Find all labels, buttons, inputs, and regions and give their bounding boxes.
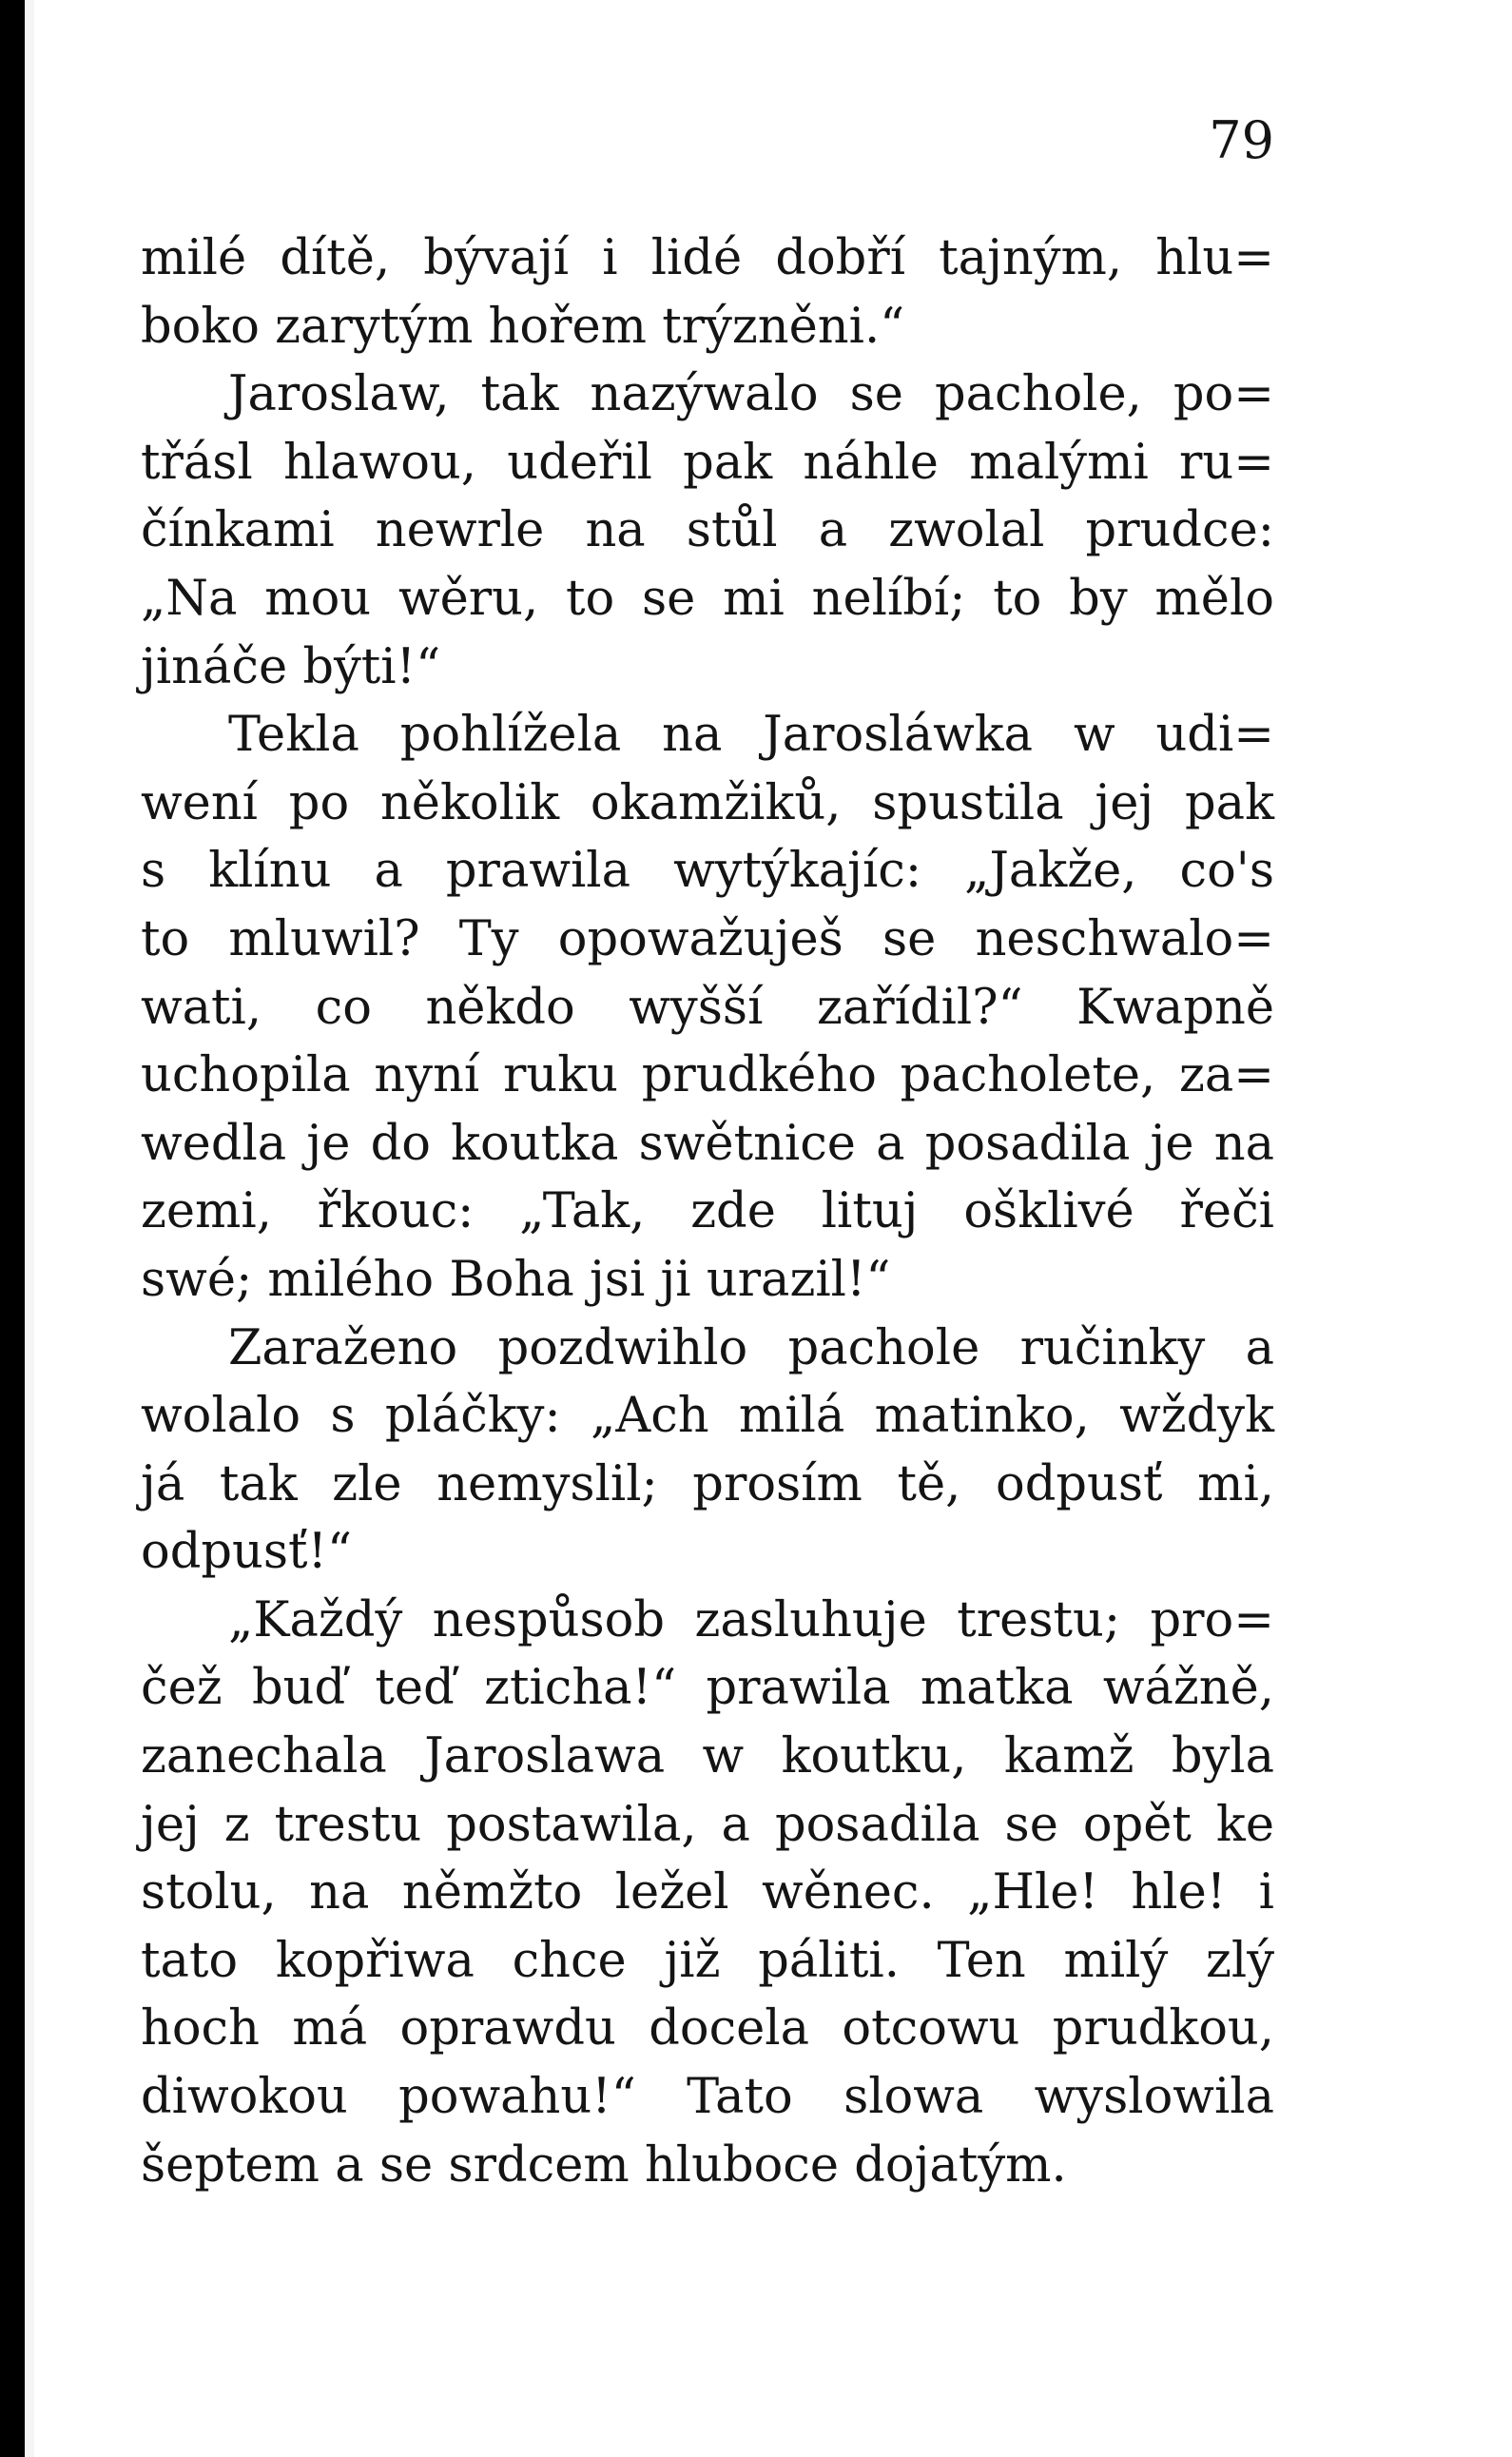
- text-line: odpusť!“: [141, 1524, 353, 1581]
- text-line: wení po několik okamžiků, spustila jej pak: [141, 774, 1274, 831]
- text-line: šeptem a se srdcem hluboce dojatým.: [141, 2136, 1067, 2194]
- text-line: „Každý nespůsob zasluhuje trestu; pro=: [228, 1591, 1274, 1648]
- text-line: hoch má opraw​du docela otcowu prudkou,: [141, 2000, 1274, 2057]
- text-line: s klínu a prawila wytýkajíc: „Jakže, co's: [141, 843, 1274, 900]
- text-line: uchopila nyní ruku prudkého pacholete, za=: [141, 1047, 1274, 1104]
- text-line: swé; milého Boha jsi ji urazil!“: [141, 1251, 891, 1308]
- text-line: Jaroslaw, tak nazýwalo se pachole, po=: [228, 366, 1274, 423]
- text-line: čínkami newrle na stůl a zwolal prudce:: [141, 502, 1274, 559]
- text-line: stolu, na němžto ležel wěnec. „Hle! hle! i: [141, 1864, 1274, 1921]
- text-line: to mluwil? Ty opowažuješ se neschwalo=: [141, 910, 1274, 967]
- text-line: wati, co někdo wyšší zařídil?“ Kwapně: [141, 979, 1274, 1036]
- text-line: třásl hlawou, udeřil pak náhle malými ru=: [141, 434, 1274, 491]
- text-line: jej z trestu postawila, a posadila se opět ke: [141, 1796, 1274, 1853]
- page-number: 79: [1209, 110, 1274, 170]
- text-line: zemi, řkouc: „Tak, zde lituj ošklivé řeči: [141, 1183, 1274, 1240]
- text-line: já tak zle nemyslil; prosím tě, odpusť mi,: [141, 1455, 1274, 1512]
- text-line: tato kopřiwa chce již páliti. Ten milý zlý: [141, 1932, 1274, 1989]
- text-line: Zaraženo pozdwihlo pachole ručinky a: [228, 1319, 1274, 1376]
- text-line: diwokou powahu!“ Tato slowa wyslowila: [141, 2069, 1274, 2126]
- text-line: čež buď teď zticha!“ prawila matka wážně,: [141, 1660, 1274, 1717]
- text-line: jináče býti!“: [141, 638, 441, 695]
- binding-edge: [0, 0, 25, 2457]
- text-line: wolalo s pláčky: „Ach milá matinko, wždyk: [141, 1388, 1274, 1445]
- body-text: [141, 224, 1274, 2199]
- text-line: boko zarytým hořem trýzněni.“: [141, 298, 905, 355]
- binding-shadow: [25, 0, 34, 2457]
- text-line: milé dítě, bývají i lidé dobří tajným, hlu=: [141, 230, 1274, 286]
- text-line: zanechala Jaroslawa w koutku, kamž byla: [141, 1728, 1274, 1785]
- text-line: „Na mou wěru, to se mi nelíbí; to by mělo: [141, 570, 1274, 627]
- text-line: wedla je do koutka swětnice a posadila je na: [141, 1115, 1274, 1172]
- text-line: Tekla pohlížela na Jarosláwka w udi=: [228, 707, 1274, 764]
